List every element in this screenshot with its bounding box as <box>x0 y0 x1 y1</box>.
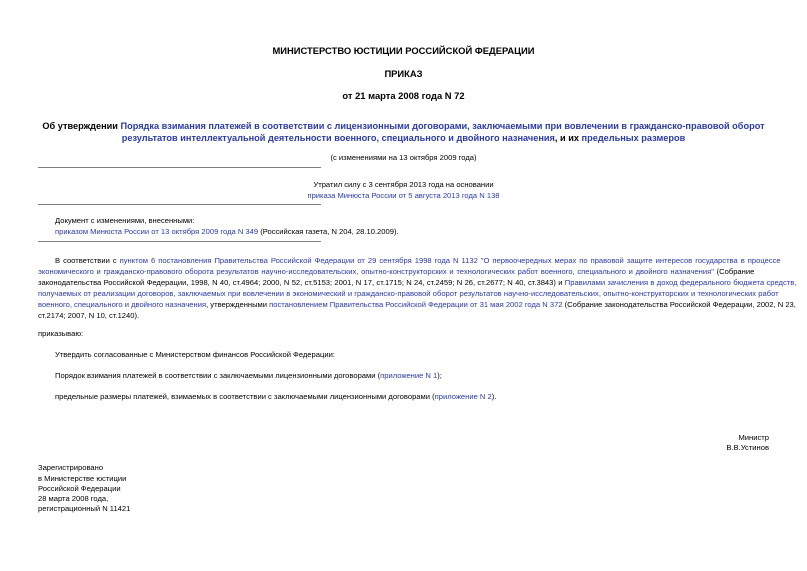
basis-line-1 <box>55 256 781 265</box>
divider <box>38 167 321 168</box>
basis-link-decree-1132-cont[interactable]: экономического и гражданско-правового оборота результатов научно-исследовательских, опытно-конструкторских и технологических работ военного, специального и двойного назначения" <box>38 267 714 276</box>
item-text: ). <box>491 392 497 401</box>
divider <box>38 241 321 242</box>
item-text: предельные размеры платежей, взимаемых в соответствии с заключаемыми лицензионными договорами ( <box>55 392 435 401</box>
basis-line-6: ст.2174; 2007, N 10, ст.1240). <box>38 311 140 320</box>
changes-link[interactable]: приказом Минюста России от 13 октября 2009 года N 349 <box>55 227 259 236</box>
divider <box>38 204 321 205</box>
title-link-results[interactable]: результатов интеллектуальной деятельности военного, специального и двойного назначения <box>121 133 555 143</box>
basis-link-rules-cont[interactable]: военного, специального и двойного назначения <box>38 300 207 309</box>
basis-line-4[interactable]: получаемых от реализации договоров, заключаемых при вовлечении в экономический и гражданско-правовой оборот результатов научно-исследовательских, опытно-конструкторских и технологических работ <box>38 289 779 298</box>
basis-link-decree-1132[interactable]: пунктом 6 постановления Правительства Российской Федерации от 29 сентября 1998 года N 1132 "О первоочередных мерах по правовой защите интересов государства в процессе <box>119 256 781 265</box>
title-link-order[interactable]: Порядка взимания платежей в соответствии с лицензионными договорами, заключаемыми при вовлечении в гражданско-правовой оборот <box>120 121 765 131</box>
item-text: Порядок взимания платежей в соответствии с заключаемыми лицензионными договорами ( <box>55 371 381 380</box>
changes-line <box>55 227 399 236</box>
title-link-limits[interactable]: предельных размеров <box>581 133 686 143</box>
basis-text: (Собрание <box>713 267 755 276</box>
registration-line-3: Российской Федерации <box>38 484 121 493</box>
registration-line-4: 28 марта 2008 года, <box>38 494 109 503</box>
signature-name: В.В.Устинов <box>726 443 769 452</box>
basis-link-rules[interactable]: Правилами зачисления в доход федерального бюджета средств, <box>564 278 797 287</box>
basis-line-3 <box>38 278 796 287</box>
item-text: ); <box>437 371 442 380</box>
title-prefix: Об утверждении <box>42 121 121 131</box>
appendix-2-link[interactable]: приложение N 2 <box>434 392 492 401</box>
lost-force-link[interactable]: приказа Минюста России от 5 августа 2013 года N 138 <box>307 191 500 200</box>
basis-text: В соответствии с <box>55 256 120 265</box>
changes-source: (Российская газета, N 204, 28.10.2009). <box>258 227 399 236</box>
lost-force-text: Утратил силу с 3 сентября 2013 года на основании <box>313 180 494 189</box>
basis-line-2 <box>38 267 754 276</box>
registration-line-2: в Министерстве юстиции <box>38 474 127 483</box>
approve-text: Утвердить согласованные с Министерством финансов Российской Федерации: <box>55 350 335 359</box>
appendix-1-link[interactable]: приложение N 1 <box>380 371 438 380</box>
order-item-1 <box>55 371 442 380</box>
signature-position: Министр <box>738 433 769 442</box>
basis-link-decree-372[interactable]: постановлением Правительства Российской Федерации от 31 мая 2002 года N 372 <box>269 300 563 309</box>
basis-text: (Собрание законодательства Российской Федерации, 2002, N 23, <box>562 300 796 309</box>
basis-text: законодательства Российской Федерации, 1998, N 40, ст.4964; 2000, N 52, ст.5153; 2001, N 17, ст.1715; N 24, ст.2459; N 26, ст.2677; N 40, ст.3843) и <box>38 278 565 287</box>
doc-type-heading: ПРИКАЗ <box>384 68 423 79</box>
date-number-heading: от 21 марта 2008 года N 72 <box>342 90 465 101</box>
order-word: приказываю: <box>38 329 84 338</box>
changes-label: Документ с изменениями, внесенными: <box>55 216 195 225</box>
title-mid: , и их <box>554 133 582 143</box>
basis-text: , утвержденными <box>206 300 270 309</box>
title-line-1 <box>0 121 807 131</box>
title-line-2 <box>0 133 807 143</box>
registration-line-1: Зарегистрировано <box>38 463 104 472</box>
basis-line-5 <box>38 300 796 309</box>
ministry-heading: МИНИСТЕРСТВО ЮСТИЦИИ РОССИЙСКОЙ ФЕДЕРАЦИИ <box>272 45 535 56</box>
registration-line-5: регистрационный N 11421 <box>38 504 131 513</box>
amended-note: (с изменениями на 13 октября 2009 года) <box>330 153 477 162</box>
order-item-2 <box>55 392 496 401</box>
